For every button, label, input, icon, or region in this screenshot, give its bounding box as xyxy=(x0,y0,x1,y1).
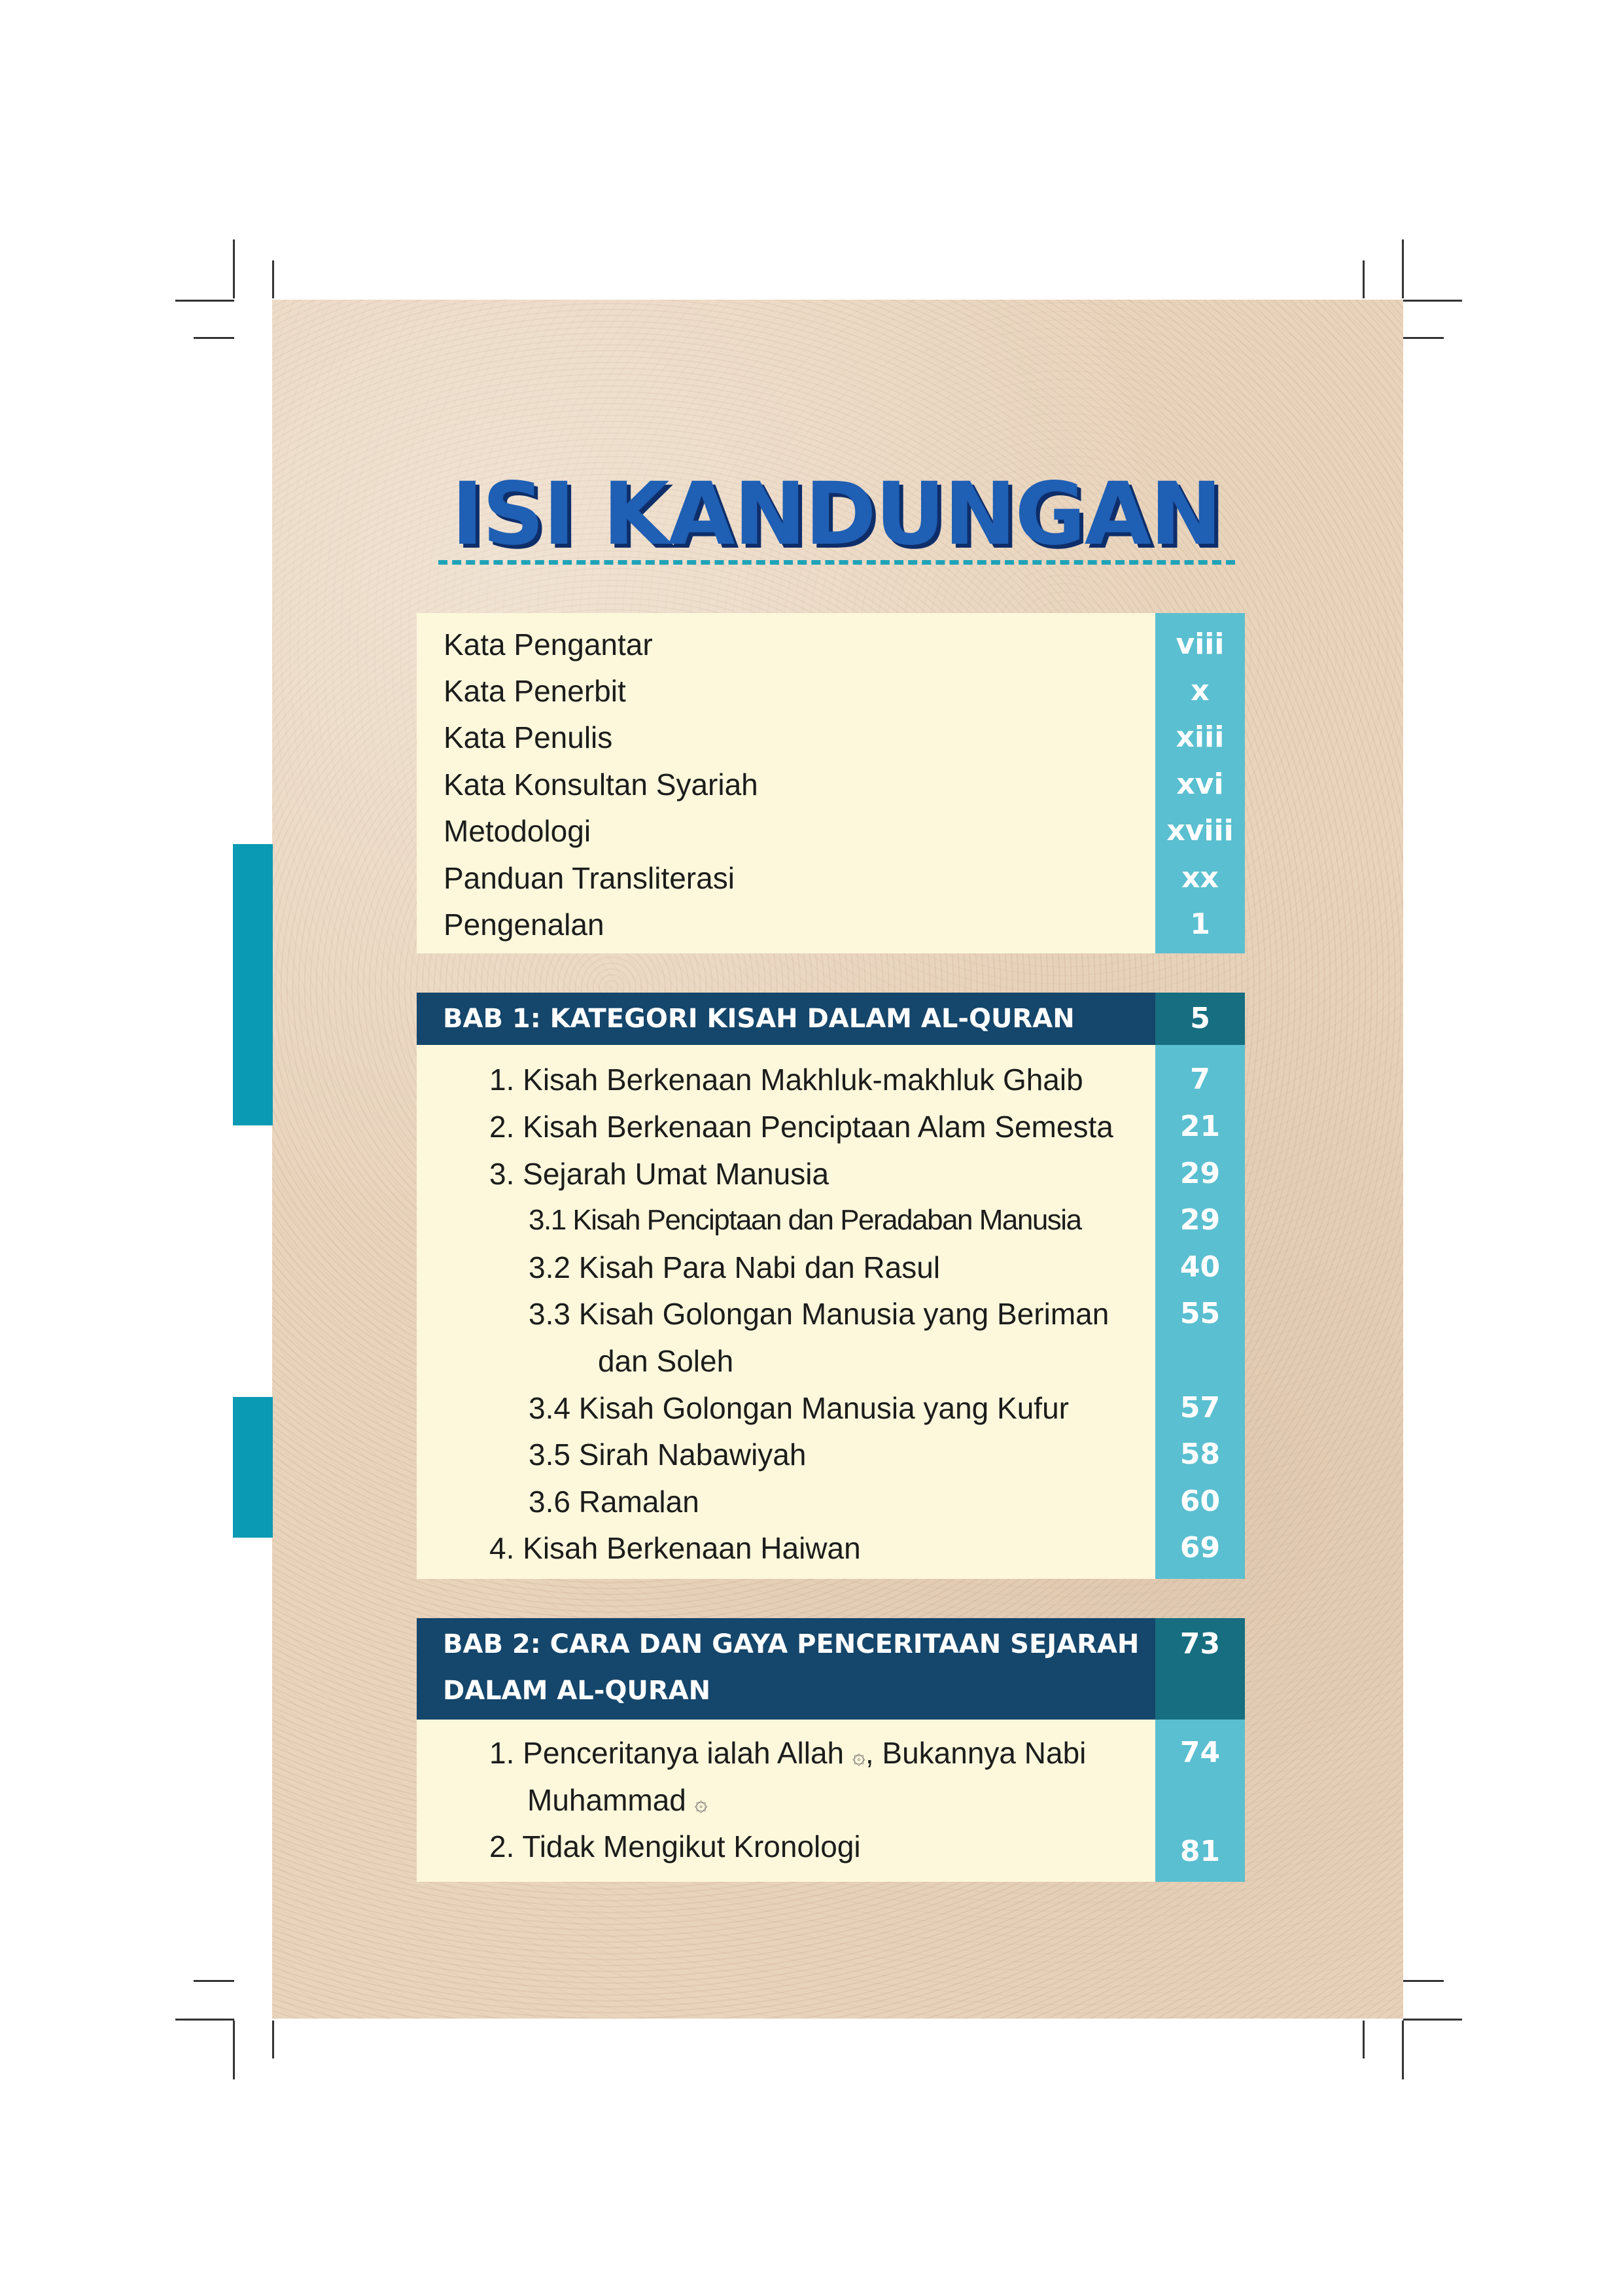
toc-entry-label: Kata Pengantar xyxy=(444,627,653,662)
toc-entry-label: 3.2 Kisah Para Nabi dan Rasul xyxy=(529,1250,941,1284)
toc-entry-label: 3.3 Kisah Golongan Manusia yang Beriman xyxy=(529,1297,1109,1331)
toc-entry-label: 3.4 Kisah Golongan Manusia yang Kufur xyxy=(529,1391,1069,1425)
honorific-seal-icon: ۞ xyxy=(852,1743,865,1769)
toc-entry-label: 3. Sejarah Umat Manusia xyxy=(489,1157,829,1191)
chapter-page: 5 xyxy=(1190,1002,1210,1035)
toc-entry-page: 60 xyxy=(1179,1485,1221,1518)
toc-entry-page: viii xyxy=(1176,627,1225,661)
toc-entry-label-continuation: dan Soleh xyxy=(598,1344,734,1378)
crop-mark xyxy=(1402,2021,1404,2079)
toc-entry-page: 29 xyxy=(1179,1203,1221,1237)
toc-entry-label: 3.5 Sirah Nabawiyah xyxy=(529,1438,807,1472)
chapter-heading: BAB 1: KATEGORI KISAH DALAM AL-QURAN xyxy=(443,1004,1075,1034)
crop-mark xyxy=(194,1980,234,1982)
crop-mark xyxy=(233,2021,235,2079)
toc-entry-label xyxy=(489,1729,1086,1776)
crop-mark xyxy=(1403,337,1444,339)
toc-entry-label-continuation xyxy=(527,1776,708,1824)
crop-mark xyxy=(1403,300,1462,302)
crop-mark xyxy=(1363,260,1365,298)
toc-entry-label: 2. Kisah Berkenaan Penciptaan Alam Semesta xyxy=(489,1110,1113,1144)
toc-entry-label: Kata Konsultan Syariah xyxy=(444,768,758,802)
crop-mark xyxy=(1403,1980,1444,1982)
toc-entry-page: 57 xyxy=(1179,1391,1221,1424)
title-underline xyxy=(438,560,1235,565)
toc-entry-label: 1. Kisah Berkenaan Makhluk-makhluk Ghaib xyxy=(489,1063,1083,1097)
toc-entry-label: 2. Tidak Mengikut Kronologi xyxy=(489,1829,861,1863)
crop-mark xyxy=(1403,2019,1462,2021)
honorific-seal-icon: ۞ xyxy=(694,1790,708,1816)
toc-entry-page: x xyxy=(1191,674,1210,707)
toc-entry-label: Metodologi xyxy=(444,814,591,848)
chapter-heading: BAB 2: CARA DAN GAYA PENCERITAAN SEJARAH xyxy=(443,1629,1140,1659)
crop-mark xyxy=(1402,239,1404,298)
toc-entry-label: Kata Penulis xyxy=(444,720,613,754)
toc-entry-label: 3.1 Kisah Penciptaan dan Peradaban Manusia xyxy=(529,1204,1081,1236)
toc-entry-page: 55 xyxy=(1179,1297,1221,1330)
crop-mark xyxy=(272,2021,274,2058)
toc-entry-label: 4. Kisah Berkenaan Haiwan xyxy=(489,1531,861,1565)
toc-entry-page: 29 xyxy=(1179,1157,1221,1190)
crop-mark xyxy=(194,337,234,339)
toc-entry-page: xvi xyxy=(1176,768,1224,801)
toc-entry-label: 3.6 Ramalan xyxy=(529,1485,699,1519)
crop-mark xyxy=(175,300,234,302)
toc-entry-page: xx xyxy=(1181,861,1219,894)
toc-entry-page: 58 xyxy=(1179,1438,1221,1471)
toc-entry-page: 74 xyxy=(1179,1736,1221,1769)
toc-entry-page: xiii xyxy=(1176,720,1225,754)
toc-entry-page: 40 xyxy=(1179,1250,1221,1284)
toc-entry-page: 81 xyxy=(1179,1835,1221,1868)
toc-entry-label-text: , Bukannya Nabi xyxy=(865,1736,1087,1770)
toc-entry-page: 69 xyxy=(1179,1531,1221,1564)
crop-mark xyxy=(272,260,274,298)
toc-entry-page: xviii xyxy=(1166,814,1234,847)
page-title: ISI KANDUNGAN xyxy=(451,464,1221,565)
toc-entry-label: Panduan Transliterasi xyxy=(444,861,735,895)
toc-entry-page: 21 xyxy=(1179,1110,1221,1143)
toc-entry-page: 1 xyxy=(1190,908,1210,941)
toc-entry-label: Pengenalan xyxy=(444,908,604,942)
crop-mark xyxy=(175,2019,234,2021)
toc-entry-page: 7 xyxy=(1190,1063,1210,1096)
side-tab xyxy=(233,1397,273,1538)
side-tab xyxy=(233,844,273,1125)
toc-entry-label-text: 1. Penceritanya ialah Allah xyxy=(489,1736,845,1770)
chapter-page: 73 xyxy=(1179,1627,1221,1661)
toc-entry-label: Kata Penerbit xyxy=(444,674,626,708)
chapter-heading: DALAM AL-QURAN xyxy=(443,1676,711,1706)
crop-mark xyxy=(233,239,235,298)
crop-mark xyxy=(1363,2021,1365,2058)
toc-entry-label-text: Muhammad xyxy=(527,1783,686,1817)
